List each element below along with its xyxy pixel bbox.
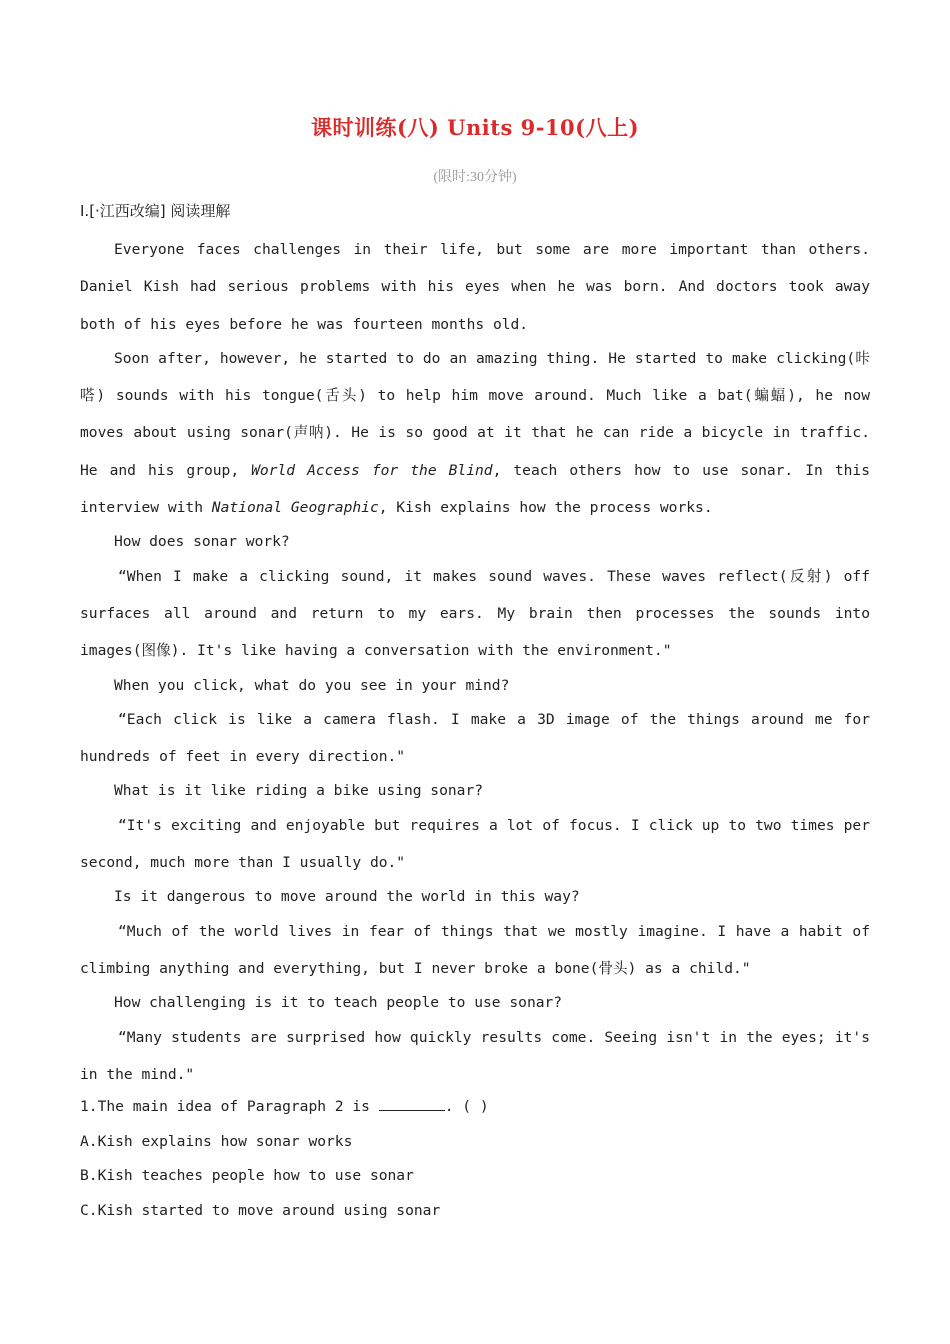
interview-question-4: Is it dangerous to move around the world in this way? [114,888,580,906]
option-c: C.Kish started to move around using sonar [80,1201,441,1219]
answer-blank [379,1110,445,1111]
interview-question-1: How does sonar work? [114,533,290,551]
interview-question-2: When you click, what do you see in your mind? [114,676,510,694]
paragraph-2 [80,340,870,526]
paragraph-1: Everyone faces challenges in their life, but some are more important than others. Daniel Kish had serious problems with his eyes when he was born. And doctors took away both of his eyes before he was fourteen months old. [80,241,870,333]
interview-answer-4: “Much of the world lives in fear of things that we mostly imagine. I have a habit of climbing anything and everything, but I never broke a bone(骨头) as a child." [80,922,870,977]
magazine-name: National Geographic [211,499,379,517]
option-a: A.Kish explains how sonar works [80,1132,353,1150]
interview-question-3: What is it like riding a bike using sonar? [114,782,484,800]
option-b: B.Kish teaches people how to use sonar [80,1167,414,1185]
section-heading: Ⅰ.[·江西改编] 阅读理解 [80,202,231,220]
interview-answer-2: “Each click is like a camera flash. I make a 3D image of the things around me for hundreds of feet in every direction." [80,710,870,766]
paragraph-2-text-b: , teach others how to use sonar. In this interview with [80,461,870,517]
question-1-stem-end: . ( ) [444,1098,489,1116]
question-1-stem [80,1090,870,1125]
paragraph-2-text-a: Soon after, however, he started to do an amazing thing. He started to make clicking(咔嗒) sounds with his tongue(舌头) to help him move around. Much like a bat(蝙蝠), he now moves about using sonar(声呐). He is so good at it that he can ride a bicycle in traffic. He and his group, [80,349,870,479]
interview-answer-3: “It's exciting and enjoyable but requires a lot of focus. I click up to two times per second, much more than I usually do." [80,816,870,872]
interview-answer-1: “When I make a clicking sound, it makes sound waves. These waves reflect(反射) off surfaces all around and return to my ears. My brain then processes the sounds into images(图像). It's like having a conversation with the environment." [80,567,870,660]
interview-answer-5: “Many students are surprised how quickly results come. Seeing isn't in the eyes; it's in the mind." [80,1028,870,1083]
question-1-stem-start: 1.The main idea of Paragraph 2 is [80,1098,379,1116]
page-title: 课时训练(八) Units 9-10(八上) [311,115,639,140]
time-limit: (限时:30分钟) [433,170,517,185]
reading-passage [80,231,870,1228]
paragraph-2-text-c: , Kish explains how the process works. [378,499,713,517]
group-name: World Access for the Blind [251,461,493,479]
interview-question-5: How challenging is it to teach people to use sonar? [114,994,563,1012]
